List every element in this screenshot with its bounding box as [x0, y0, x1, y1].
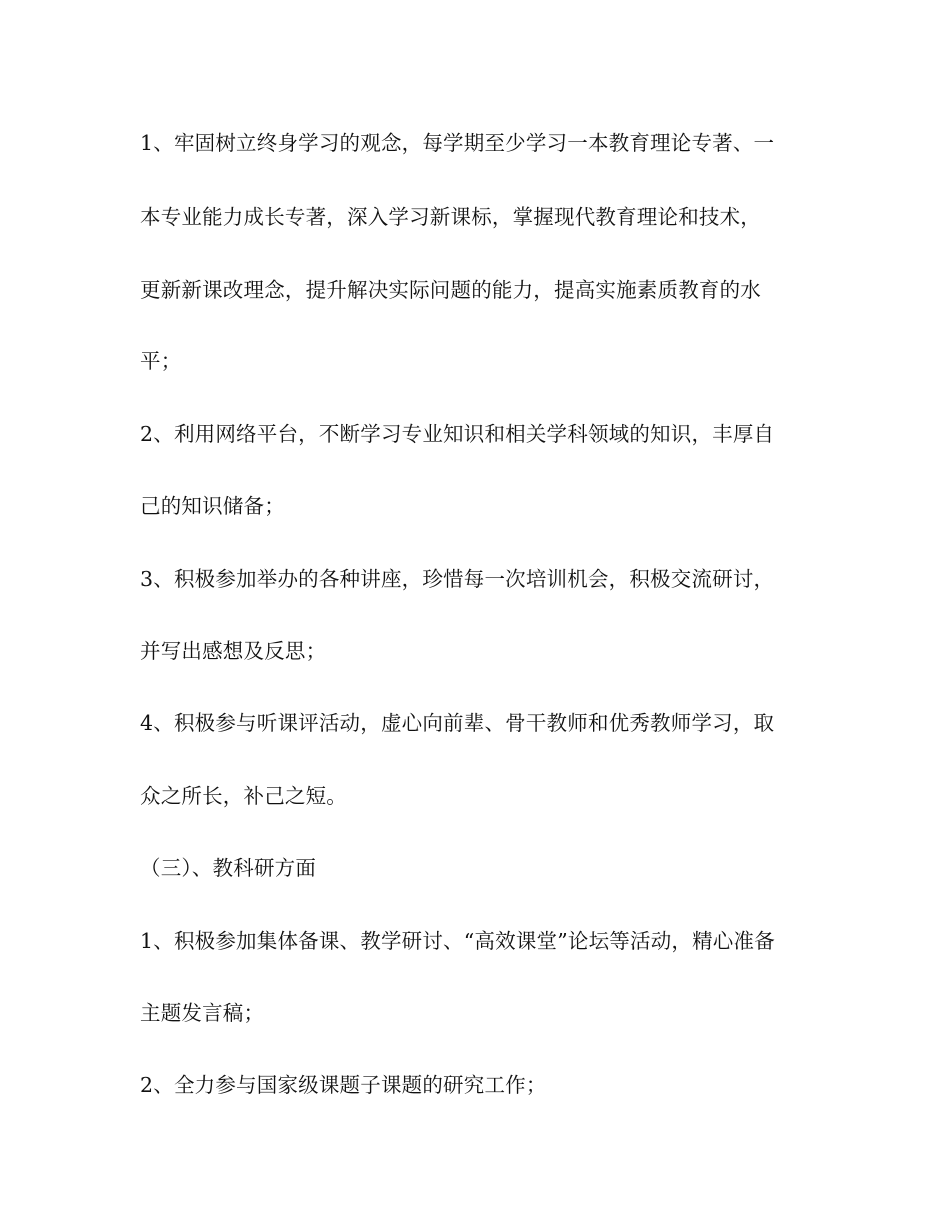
text-line: 并写出感想及反思； — [140, 639, 327, 663]
text-line: 众之所长，补己之短。 — [140, 784, 347, 808]
text-line: 1、牢固树立终身学习的观念，每学期至少学习一本教育理论专著、一 — [140, 131, 775, 155]
section-heading: （三）、教科研方面 — [140, 856, 317, 880]
text-line: 更新新课改理念，提升解决实际问题的能力，提高实施素质教育的水 — [140, 278, 761, 302]
text-line: 3、积极参加举办的各种讲座，珍惜每一次培训机会，积极交流研讨， — [140, 567, 775, 591]
text-line: 己的知识储备； — [140, 494, 285, 518]
text-line: 本专业能力成长专著，深入学习新课标，掌握现代教育理论和技术， — [140, 205, 761, 229]
text-line: 1、积极参加集体备课、教学研讨、“高效课堂”论坛等活动，精心准备 — [140, 929, 775, 953]
text-line: 4、积极参与听课评活动，虚心向前辈、骨干教师和优秀教师学习，取 — [140, 711, 775, 735]
text-line: 主题发言稿； — [140, 1001, 265, 1025]
text-line: 2、利用网络平台，不断学习专业知识和相关学科领域的知识，丰厚自 — [140, 422, 775, 446]
text-line: 平； — [140, 349, 182, 373]
text-line: 2、全力参与国家级课题子课题的研究工作； — [140, 1073, 547, 1097]
